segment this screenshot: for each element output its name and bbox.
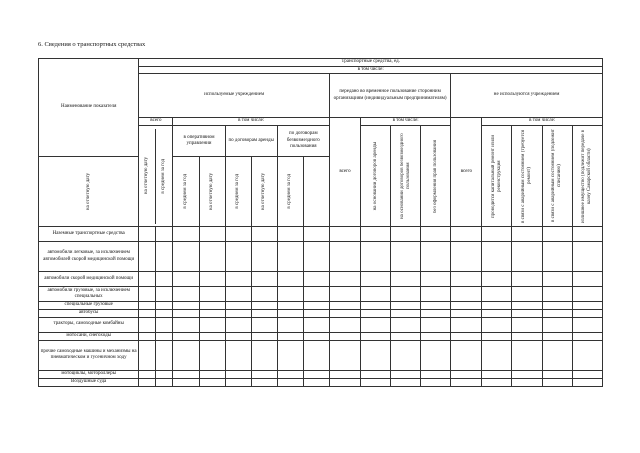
value-cell[interactable] — [277, 242, 303, 272]
value-cell[interactable] — [512, 340, 542, 370]
value-cell[interactable] — [572, 272, 602, 287]
value-cell[interactable] — [156, 227, 173, 242]
value-cell[interactable] — [391, 317, 421, 332]
row-label: мотоциклы, мотороллеры — [39, 370, 139, 378]
header-not-used-including: в том числе: — [482, 118, 603, 126]
value-cell[interactable] — [542, 242, 572, 272]
value-cell[interactable] — [482, 309, 512, 317]
value-cell[interactable] — [303, 227, 329, 242]
value-cell[interactable] — [361, 242, 391, 272]
table-row — [39, 287, 603, 302]
value-cell[interactable] — [451, 272, 482, 287]
value-cell[interactable] — [482, 227, 512, 242]
value-cell[interactable] — [572, 227, 602, 242]
value-cell[interactable] — [542, 302, 572, 310]
value-cell[interactable] — [391, 378, 421, 386]
value-cell[interactable] — [251, 302, 277, 310]
value-cell[interactable] — [139, 272, 156, 287]
value-cell[interactable] — [361, 378, 391, 386]
value-cell[interactable] — [482, 272, 512, 287]
value-cell[interactable] — [251, 309, 277, 317]
value-cell[interactable] — [156, 302, 173, 310]
value-cell[interactable] — [199, 317, 225, 332]
value-cell[interactable] — [451, 242, 482, 272]
value-cell[interactable] — [512, 302, 542, 310]
row-label: прочие самоходные машины и механизмы на пневматическом и гусеничном ходу — [39, 340, 139, 370]
value-cell[interactable] — [277, 332, 303, 340]
value-cell[interactable] — [173, 242, 199, 272]
table-row — [39, 340, 603, 370]
value-cell[interactable] — [173, 227, 199, 242]
table-row — [39, 332, 603, 340]
value-cell[interactable] — [361, 287, 391, 302]
value-cell[interactable] — [572, 332, 602, 340]
table-row — [39, 302, 603, 310]
value-cell[interactable] — [156, 242, 173, 272]
value-cell[interactable] — [512, 272, 542, 287]
header-free-use: по договорам безвозмездного пользования — [277, 126, 329, 157]
value-cell[interactable] — [251, 378, 277, 386]
value-cell[interactable] — [156, 332, 173, 340]
header-transferred-including: в том числе: — [361, 118, 451, 126]
value-cell[interactable] — [361, 317, 391, 332]
row-label: автомобили легковые, за исключением автомобилей скорой медицинской помощи — [39, 242, 139, 272]
header-operational-on-date: на отчетную дату — [39, 157, 139, 227]
value-cell[interactable] — [482, 317, 512, 332]
value-cell[interactable] — [225, 302, 251, 310]
value-cell[interactable] — [421, 317, 451, 332]
value-cell[interactable] — [542, 340, 572, 370]
value-cell[interactable] — [391, 287, 421, 302]
header-used-total: всего — [139, 118, 173, 126]
header-n-repair: проводится капитальный ремонт и/или реконструкция — [482, 126, 512, 227]
header-used-including: в том числе: — [173, 118, 329, 126]
value-cell[interactable] — [199, 272, 225, 287]
value-cell[interactable] — [251, 370, 277, 378]
value-cell[interactable] — [421, 332, 451, 340]
value-cell[interactable] — [542, 287, 572, 302]
value-cell[interactable] — [451, 332, 482, 340]
value-cell[interactable] — [139, 370, 156, 378]
value-cell[interactable] — [225, 378, 251, 386]
value-cell[interactable] — [139, 340, 156, 370]
value-cell[interactable] — [173, 332, 199, 340]
value-cell[interactable] — [421, 242, 451, 272]
value-cell[interactable] — [139, 242, 156, 272]
value-cell[interactable] — [329, 378, 360, 386]
value-cell[interactable] — [421, 272, 451, 287]
value-cell[interactable] — [572, 340, 602, 370]
value-cell[interactable] — [277, 340, 303, 370]
row-label: автомобили грузовые, за исключением специальных — [39, 287, 139, 302]
value-cell[interactable] — [421, 287, 451, 302]
value-cell[interactable] — [482, 287, 512, 302]
value-cell[interactable] — [572, 242, 602, 272]
value-cell[interactable] — [361, 340, 391, 370]
value-cell[interactable] — [277, 287, 303, 302]
header-not-used: не используются учреждением — [451, 74, 603, 118]
value-cell[interactable] — [421, 227, 451, 242]
value-cell[interactable] — [139, 317, 156, 332]
value-cell[interactable] — [225, 317, 251, 332]
value-cell[interactable] — [277, 378, 303, 386]
value-cell[interactable] — [225, 227, 251, 242]
value-cell[interactable] — [329, 317, 360, 332]
value-cell[interactable] — [361, 272, 391, 287]
row-label: тракторы, самоходные комбайны — [39, 317, 139, 332]
header-n-writeoff: в связи с аварийным состоянием (подлежит списанию) — [542, 126, 572, 227]
value-cell[interactable] — [277, 317, 303, 332]
value-cell[interactable] — [173, 378, 199, 386]
value-cell[interactable] — [139, 287, 156, 302]
value-cell[interactable] — [572, 287, 602, 302]
value-cell[interactable] — [225, 242, 251, 272]
value-cell[interactable] — [329, 332, 360, 340]
value-cell[interactable] — [572, 309, 602, 317]
value-cell[interactable] — [199, 227, 225, 242]
value-cell[interactable] — [421, 378, 451, 386]
value-cell[interactable] — [542, 317, 572, 332]
value-cell[interactable] — [277, 309, 303, 317]
value-cell[interactable] — [451, 378, 482, 386]
value-cell[interactable] — [199, 242, 225, 272]
value-cell[interactable] — [542, 332, 572, 340]
value-cell[interactable] — [156, 378, 173, 386]
value-cell[interactable] — [482, 242, 512, 272]
value-cell[interactable] — [482, 332, 512, 340]
value-cell[interactable] — [277, 227, 303, 242]
header-not-used-total: всего — [451, 118, 482, 227]
value-cell[interactable] — [421, 309, 451, 317]
value-cell[interactable] — [421, 302, 451, 310]
value-cell[interactable] — [572, 302, 602, 310]
header-transferred-total: всего — [329, 118, 360, 227]
value-cell[interactable] — [329, 309, 360, 317]
value-cell[interactable] — [361, 227, 391, 242]
header-n-emergency: в связи с аварийным состоянием (требуется ремонт) — [512, 126, 542, 227]
header-operational-avg-year: в среднем за год — [173, 157, 199, 227]
transport-table — [38, 58, 603, 387]
value-cell[interactable] — [173, 340, 199, 370]
value-cell[interactable] — [361, 370, 391, 378]
header-t-lease: на основании договоров аренды — [361, 126, 391, 227]
value-cell[interactable] — [251, 227, 277, 242]
table-row — [39, 317, 603, 332]
value-cell[interactable] — [139, 378, 156, 386]
value-cell[interactable] — [361, 302, 391, 310]
value-cell[interactable] — [277, 302, 303, 310]
value-cell[interactable] — [451, 287, 482, 302]
header-used-avg-year: в среднем за год — [161, 158, 167, 194]
value-cell[interactable] — [303, 302, 329, 310]
value-cell[interactable] — [156, 317, 173, 332]
row-label: автомобили скорой медицинской помощи — [39, 272, 139, 287]
value-cell[interactable] — [542, 272, 572, 287]
row-label: Воздушные суда — [39, 378, 139, 386]
header-t-free: на основании договоров безвозмездного пользования — [391, 126, 421, 227]
value-cell[interactable] — [156, 340, 173, 370]
value-cell[interactable] — [391, 340, 421, 370]
value-cell[interactable] — [391, 242, 421, 272]
value-cell[interactable] — [303, 287, 329, 302]
value-cell[interactable] — [139, 309, 156, 317]
table-body — [39, 227, 603, 387]
value-cell[interactable] — [451, 227, 482, 242]
value-cell[interactable] — [329, 272, 360, 287]
value-cell[interactable] — [139, 227, 156, 242]
value-cell[interactable] — [512, 378, 542, 386]
table-row — [39, 227, 603, 242]
header-including: в том числе: — [139, 66, 603, 74]
value-cell[interactable] — [482, 302, 512, 310]
value-cell[interactable] — [512, 370, 542, 378]
table-row — [39, 242, 603, 272]
row-label: Наземные транспортные средства — [39, 227, 139, 242]
header-lease: по договорам аренды — [225, 126, 277, 157]
value-cell[interactable] — [173, 287, 199, 302]
header-lease-on-date: на отчетную дату — [199, 157, 225, 227]
value-cell[interactable] — [329, 302, 360, 310]
value-cell[interactable] — [329, 370, 360, 378]
value-cell[interactable] — [277, 272, 303, 287]
value-cell[interactable] — [225, 340, 251, 370]
header-transferred: передано во временное пользование сторонним организациям (индивидуальным предпринимателям) — [329, 74, 450, 118]
value-cell[interactable] — [199, 370, 225, 378]
row-label: автобусы — [39, 309, 139, 317]
value-cell[interactable] — [542, 309, 572, 317]
value-cell[interactable] — [421, 340, 451, 370]
value-cell[interactable] — [542, 370, 572, 378]
value-cell[interactable] — [572, 370, 602, 378]
header-free-use-on-date: на отчетную дату — [251, 157, 277, 227]
value-cell[interactable] — [303, 317, 329, 332]
value-cell[interactable] — [225, 272, 251, 287]
value-cell[interactable] — [361, 309, 391, 317]
header-free-use-avg-year: в среднем за год — [277, 157, 303, 227]
value-cell[interactable] — [156, 272, 173, 287]
value-cell[interactable] — [251, 332, 277, 340]
value-cell[interactable] — [482, 340, 512, 370]
value-cell[interactable] — [512, 242, 542, 272]
header-used: используемые учреждением — [139, 74, 330, 118]
value-cell[interactable] — [361, 332, 391, 340]
value-cell[interactable] — [329, 340, 360, 370]
value-cell[interactable] — [572, 378, 602, 386]
table-row — [39, 370, 603, 378]
table-row — [39, 309, 603, 317]
value-cell[interactable] — [421, 370, 451, 378]
value-cell[interactable] — [139, 302, 156, 310]
value-cell[interactable] — [199, 309, 225, 317]
value-cell[interactable] — [451, 317, 482, 332]
value-cell[interactable] — [391, 272, 421, 287]
value-cell[interactable] — [512, 287, 542, 302]
row-label: мотосани, снегоходы — [39, 332, 139, 340]
value-cell[interactable] — [391, 302, 421, 310]
value-cell[interactable] — [303, 272, 329, 287]
value-cell[interactable] — [303, 370, 329, 378]
value-cell[interactable] — [391, 332, 421, 340]
value-cell[interactable] — [251, 340, 277, 370]
header-used-on-date: на отчетную дату — [139, 129, 156, 224]
value-cell[interactable] — [156, 287, 173, 302]
value-cell[interactable] — [199, 302, 225, 310]
value-cell[interactable] — [303, 340, 329, 370]
value-cell[interactable] — [303, 309, 329, 317]
value-cell[interactable] — [199, 287, 225, 302]
value-cell[interactable] — [225, 309, 251, 317]
table-row — [39, 272, 603, 287]
value-cell[interactable] — [139, 332, 156, 340]
value-cell[interactable] — [303, 242, 329, 272]
value-cell[interactable] — [572, 317, 602, 332]
value-cell[interactable] — [173, 309, 199, 317]
value-cell[interactable] — [173, 272, 199, 287]
value-cell[interactable] — [391, 309, 421, 317]
value-cell[interactable] — [251, 272, 277, 287]
value-cell[interactable] — [225, 370, 251, 378]
value-cell[interactable] — [251, 287, 277, 302]
value-cell[interactable] — [329, 242, 360, 272]
value-cell[interactable] — [512, 332, 542, 340]
value-cell[interactable] — [251, 317, 277, 332]
value-cell[interactable] — [199, 332, 225, 340]
header-t-nodocs: без оформления прав пользования — [421, 126, 451, 227]
value-cell[interactable] — [329, 227, 360, 242]
value-cell[interactable] — [199, 340, 225, 370]
value-cell[interactable] — [277, 370, 303, 378]
value-cell[interactable] — [451, 309, 482, 317]
value-cell[interactable] — [173, 302, 199, 310]
header-transport-units: Транспортные средства, ед. — [139, 59, 603, 67]
value-cell[interactable] — [173, 317, 199, 332]
value-cell[interactable] — [451, 370, 482, 378]
header-used-date-avg — [139, 126, 173, 227]
value-cell[interactable] — [156, 370, 173, 378]
value-cell[interactable] — [156, 309, 173, 317]
value-cell[interactable] — [512, 309, 542, 317]
header-indicator: Наименование показателя — [39, 59, 139, 157]
value-cell[interactable] — [512, 227, 542, 242]
value-cell[interactable] — [329, 287, 360, 302]
header-lease-avg-year: в среднем за год — [225, 157, 251, 227]
value-cell[interactable] — [303, 378, 329, 386]
value-cell[interactable] — [482, 378, 512, 386]
value-cell[interactable] — [391, 227, 421, 242]
value-cell[interactable] — [451, 302, 482, 310]
value-cell[interactable] — [251, 242, 277, 272]
value-cell[interactable] — [542, 227, 572, 242]
header-operational: в оперативном управлении — [173, 126, 225, 157]
value-cell[interactable] — [542, 378, 572, 386]
value-cell[interactable] — [391, 370, 421, 378]
value-cell[interactable] — [199, 378, 225, 386]
value-cell[interactable] — [482, 370, 512, 378]
header-n-transfer: излишнее имущество (подлежит передаче в казну Самарской области) — [572, 126, 602, 227]
value-cell[interactable] — [303, 332, 329, 340]
value-cell[interactable] — [225, 332, 251, 340]
table-row — [39, 378, 603, 386]
value-cell[interactable] — [173, 370, 199, 378]
value-cell[interactable] — [451, 340, 482, 370]
row-label: специальные грузовые — [39, 302, 139, 310]
section-title: 6. Сведения о транспортных средствах — [38, 41, 146, 48]
value-cell[interactable] — [225, 287, 251, 302]
value-cell[interactable] — [512, 317, 542, 332]
